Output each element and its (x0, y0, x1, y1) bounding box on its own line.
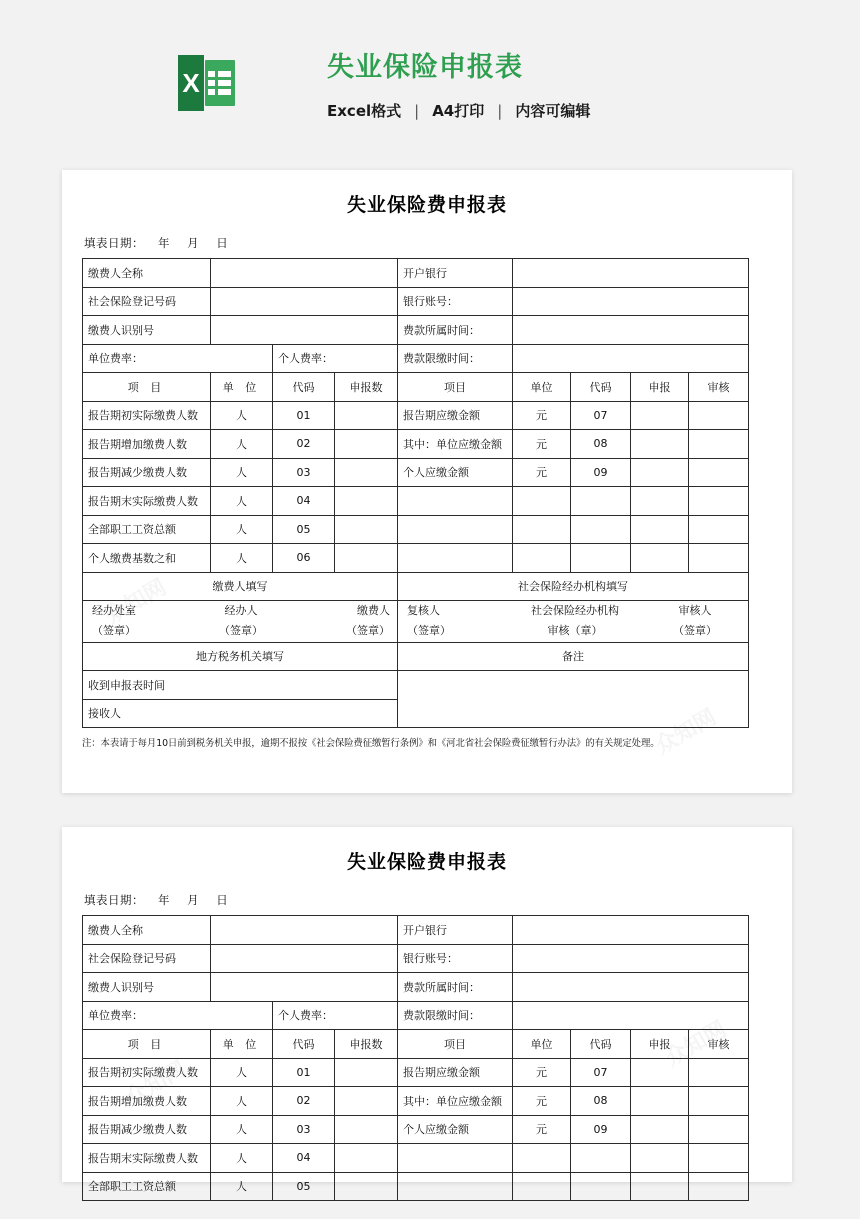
item-code: 07 (571, 401, 631, 430)
page-title: 失业保险申报表 (327, 52, 523, 83)
item-declared-input[interactable] (335, 544, 398, 573)
bank-input[interactable] (513, 259, 749, 288)
item-unit: 元 (513, 430, 571, 459)
table-row (83, 458, 749, 487)
item-name: 报告期应缴金额 (398, 1058, 513, 1087)
fill-date-line (84, 235, 792, 251)
item-name: 个人缴费基数之和 (83, 544, 211, 573)
sig-title: 审核人 (678, 604, 712, 617)
item-unit (513, 1172, 571, 1201)
item-name: 报告期初实际缴费人数 (83, 1058, 211, 1087)
received-time-label: 收到申报表时间 (83, 671, 398, 700)
item-declared-input[interactable] (335, 430, 398, 459)
bank-label: 开户银行 (398, 259, 513, 288)
item-code: 01 (273, 1058, 335, 1087)
item-unit: 元 (513, 1087, 571, 1116)
item-code: 08 (571, 430, 631, 459)
item-name: 报告期末实际缴费人数 (83, 487, 211, 516)
item-code (571, 1144, 631, 1173)
fee-period-input[interactable] (513, 973, 749, 1002)
item-audit-input[interactable] (689, 401, 749, 430)
payer-name-label: 缴费人全称 (83, 916, 211, 945)
unit-rate-label[interactable]: 单位费率： (83, 1001, 273, 1030)
item-name: 报告期初实际缴费人数 (83, 401, 211, 430)
item-code: 06 (273, 544, 335, 573)
item-audit-input[interactable] (689, 1087, 749, 1116)
si-reg-no-label: 社会保险登记号码 (83, 944, 211, 973)
meta-print: A4打印 (432, 101, 485, 120)
item-declared-input[interactable] (631, 1058, 689, 1087)
payer-name-input[interactable] (211, 916, 398, 945)
item-unit: 人 (211, 544, 273, 573)
item-unit: 人 (211, 487, 273, 516)
item-declared-input[interactable] (335, 515, 398, 544)
item-code: 02 (273, 1087, 335, 1116)
item-name: 个人应缴金额 (398, 458, 513, 487)
item-unit: 人 (211, 1115, 273, 1144)
col-code-left: 代码 (273, 373, 335, 402)
item-audit-input[interactable] (689, 430, 749, 459)
item-unit: 元 (513, 1058, 571, 1087)
payer-id-input[interactable] (211, 316, 398, 345)
item-unit: 元 (513, 401, 571, 430)
col-code-right: 代码 (571, 373, 631, 402)
fill-date-value: 年 月 日 (158, 893, 235, 907)
item-name (398, 515, 513, 544)
personal-rate-label[interactable]: 个人费率： (273, 1001, 398, 1030)
sig-sub: （签章） (673, 624, 718, 638)
page-header (178, 52, 591, 121)
item-name: 报告期增加缴费人数 (83, 1087, 211, 1116)
receiver-label: 接收人 (83, 699, 398, 728)
item-code: 09 (571, 458, 631, 487)
item-code: 05 (273, 1172, 335, 1201)
meta-sep-1: | (414, 101, 420, 120)
table-row (83, 430, 749, 459)
fee-period-input[interactable] (513, 316, 749, 345)
col-item-left: 项 目 (83, 1030, 211, 1059)
form-doc-title: 失业保险费申报表 (346, 194, 507, 216)
fee-period-label: 费款所属时间： (398, 973, 513, 1002)
item-code: 04 (273, 1144, 335, 1173)
item-code: 08 (571, 1087, 631, 1116)
table-row (83, 544, 749, 573)
item-name: 报告期增加缴费人数 (83, 430, 211, 459)
item-unit (513, 1144, 571, 1173)
item-declared-input[interactable] (335, 1058, 398, 1087)
payment-deadline-label: 费款限缴时间： (398, 344, 513, 373)
table-row (83, 515, 749, 544)
item-audit-input[interactable] (689, 1172, 749, 1201)
meta-editable: 内容可编辑 (515, 101, 591, 120)
si-reg-no-input[interactable] (211, 287, 398, 316)
table-row (83, 1144, 749, 1173)
fill-date-label: 填表日期： (84, 236, 144, 250)
sig-sub: （签章） (92, 624, 136, 638)
item-code: 05 (273, 515, 335, 544)
item-code: 09 (571, 1115, 631, 1144)
col-audit-right: 审核 (689, 373, 749, 402)
form-doc-title: 失业保险费申报表 (346, 851, 507, 873)
item-code (571, 544, 631, 573)
table-row (83, 259, 749, 288)
table-row (83, 1115, 749, 1144)
fill-date-value: 年 月 日 (158, 236, 235, 250)
item-name: 其中：单位应缴金额 (398, 430, 513, 459)
sig-sub: （签章） (346, 624, 391, 638)
band-payer-fill: 缴费人填写 (83, 572, 398, 601)
meta-format: Excel格式 (327, 101, 402, 120)
item-unit: 人 (211, 515, 273, 544)
col-audit-right: 审核 (689, 1030, 749, 1059)
payment-deadline-input[interactable] (513, 1001, 749, 1030)
item-code: 04 (273, 487, 335, 516)
payer-id-label: 缴费人识别号 (83, 316, 211, 345)
table-row (83, 916, 749, 945)
item-name: 报告期末实际缴费人数 (83, 1144, 211, 1173)
form-preview-card-1[interactable] (62, 170, 792, 793)
sig-title: 经办人 (224, 604, 258, 617)
item-unit: 人 (211, 1172, 273, 1201)
item-declared-input[interactable] (335, 1172, 398, 1201)
table-row (83, 316, 749, 345)
item-audit-input[interactable] (689, 458, 749, 487)
form-preview-card-2[interactable] (62, 827, 792, 1194)
sig-sub: （签章） (407, 624, 452, 638)
sig-title: 经办处室 (92, 604, 136, 617)
item-name (398, 487, 513, 516)
item-audit-input[interactable] (689, 544, 749, 573)
declaration-form-table (82, 915, 749, 1201)
item-unit: 人 (211, 1087, 273, 1116)
fill-date-label: 填表日期： (84, 893, 144, 907)
col-code-right: 代码 (571, 1030, 631, 1059)
item-audit-input[interactable] (689, 487, 749, 516)
col-unit-left: 单 位 (211, 1030, 273, 1059)
bank-input[interactable] (513, 916, 749, 945)
item-declared-input[interactable] (631, 515, 689, 544)
band-agency-fill: 社会保险经办机构填写 (398, 572, 749, 601)
table-row (83, 287, 749, 316)
item-declared-input[interactable] (631, 1172, 689, 1201)
bank-account-input[interactable] (513, 944, 749, 973)
item-code (571, 1172, 631, 1201)
col-declared-right: 申报 (631, 373, 689, 402)
sig-title: 社会保险经办机构 (531, 604, 620, 617)
item-declared-input[interactable] (335, 458, 398, 487)
header-meta (327, 100, 590, 121)
col-declared-right: 申报 (631, 1030, 689, 1059)
table-row (83, 671, 749, 700)
table-row (83, 944, 749, 973)
table-row (83, 572, 749, 601)
si-reg-no-label: 社会保险登记号码 (83, 287, 211, 316)
item-name (398, 544, 513, 573)
item-declared-input[interactable] (335, 487, 398, 516)
item-unit (513, 487, 571, 516)
meta-sep-2: | (497, 101, 503, 120)
item-code (571, 515, 631, 544)
band-remark: 备注 (398, 642, 749, 671)
item-declared-input[interactable] (631, 401, 689, 430)
item-declared-input[interactable] (631, 1115, 689, 1144)
item-name: 全部职工工资总额 (83, 1172, 211, 1201)
item-unit: 人 (211, 1058, 273, 1087)
payer-name-input[interactable] (211, 259, 398, 288)
col-item-right: 项目 (398, 1030, 513, 1059)
sig-title: 缴费人 (357, 604, 391, 617)
item-code (571, 487, 631, 516)
payer-id-label: 缴费人识别号 (83, 973, 211, 1002)
table-row (83, 601, 749, 643)
table-row (83, 344, 749, 373)
table-row (83, 973, 749, 1002)
item-declared-input[interactable] (631, 544, 689, 573)
remark-input[interactable] (398, 671, 749, 728)
item-declared-input[interactable] (335, 1144, 398, 1173)
payment-deadline-input[interactable] (513, 344, 749, 373)
table-row (83, 1001, 749, 1030)
fill-date-line (84, 892, 792, 908)
signature-block-payer[interactable] (83, 601, 398, 643)
logo-letter: X (182, 67, 200, 98)
col-unit-right: 单位 (513, 1030, 571, 1059)
band-tax-fill: 地方税务机关填写 (83, 642, 398, 671)
table-header-row (83, 1030, 749, 1059)
item-unit: 元 (513, 458, 571, 487)
bank-account-label: 银行账号： (398, 287, 513, 316)
item-name: 报告期应缴金额 (398, 401, 513, 430)
signature-block-agency[interactable] (398, 601, 749, 643)
personal-rate-label[interactable]: 个人费率： (273, 344, 398, 373)
table-row (83, 1058, 749, 1087)
sig-sub: （签章） (219, 624, 264, 638)
table-row (83, 1087, 749, 1116)
item-code: 02 (273, 430, 335, 459)
declaration-form-table (82, 258, 749, 728)
item-name (398, 1144, 513, 1173)
item-name: 报告期减少缴费人数 (83, 1115, 211, 1144)
col-item-right: 项目 (398, 373, 513, 402)
item-declared-input[interactable] (335, 1087, 398, 1116)
payment-deadline-label: 费款限缴时间： (398, 1001, 513, 1030)
fee-period-label: 费款所属时间： (398, 316, 513, 345)
item-name (398, 1172, 513, 1201)
table-header-row (83, 373, 749, 402)
bank-account-input[interactable] (513, 287, 749, 316)
payer-id-input[interactable] (211, 973, 398, 1002)
item-name: 个人应缴金额 (398, 1115, 513, 1144)
table-row (83, 642, 749, 671)
item-declared-input[interactable] (631, 1144, 689, 1173)
item-audit-input[interactable] (689, 1144, 749, 1173)
item-code: 01 (273, 401, 335, 430)
item-code: 07 (571, 1058, 631, 1087)
item-declared-input[interactable] (631, 458, 689, 487)
payer-name-label: 缴费人全称 (83, 259, 211, 288)
item-declared-input[interactable] (335, 401, 398, 430)
excel-logo-icon (178, 55, 236, 111)
table-row (83, 487, 749, 516)
table-row (83, 401, 749, 430)
col-unit-right: 单位 (513, 373, 571, 402)
item-unit: 人 (211, 458, 273, 487)
item-declared-input[interactable] (631, 430, 689, 459)
item-unit: 人 (211, 401, 273, 430)
item-name: 报告期减少缴费人数 (83, 458, 211, 487)
item-unit (513, 544, 571, 573)
col-item-left: 项 目 (83, 373, 211, 402)
item-unit: 人 (211, 1144, 273, 1173)
col-declared-left: 申报数 (335, 373, 398, 402)
col-declared-left: 申报数 (335, 1030, 398, 1059)
unit-rate-label[interactable]: 单位费率： (83, 344, 273, 373)
item-audit-input[interactable] (689, 1058, 749, 1087)
item-code: 03 (273, 1115, 335, 1144)
table-row (83, 1172, 749, 1201)
col-code-left: 代码 (273, 1030, 335, 1059)
item-name: 其中：单位应缴金额 (398, 1087, 513, 1116)
item-audit-input[interactable] (689, 1115, 749, 1144)
si-reg-no-input[interactable] (211, 944, 398, 973)
item-declared-input[interactable] (631, 487, 689, 516)
item-declared-input[interactable] (631, 1087, 689, 1116)
item-unit: 人 (211, 430, 273, 459)
sig-title: 复核人 (407, 604, 441, 617)
item-declared-input[interactable] (335, 1115, 398, 1144)
col-unit-left: 单 位 (211, 373, 273, 402)
item-unit: 元 (513, 1115, 571, 1144)
bank-account-label: 银行账号： (398, 944, 513, 973)
form-footnote: 注：本表请于每月10日前到税务机关申报，逾期不报按《社会保险费征缴暂行条例》和《河北省社会保险费征缴暂行办法》的有关规定处理。 (82, 738, 660, 750)
sig-sub: 审核（章） (547, 624, 603, 638)
bank-label: 开户银行 (398, 916, 513, 945)
item-unit (513, 515, 571, 544)
item-code: 03 (273, 458, 335, 487)
item-audit-input[interactable] (689, 515, 749, 544)
item-name: 全部职工工资总额 (83, 515, 211, 544)
